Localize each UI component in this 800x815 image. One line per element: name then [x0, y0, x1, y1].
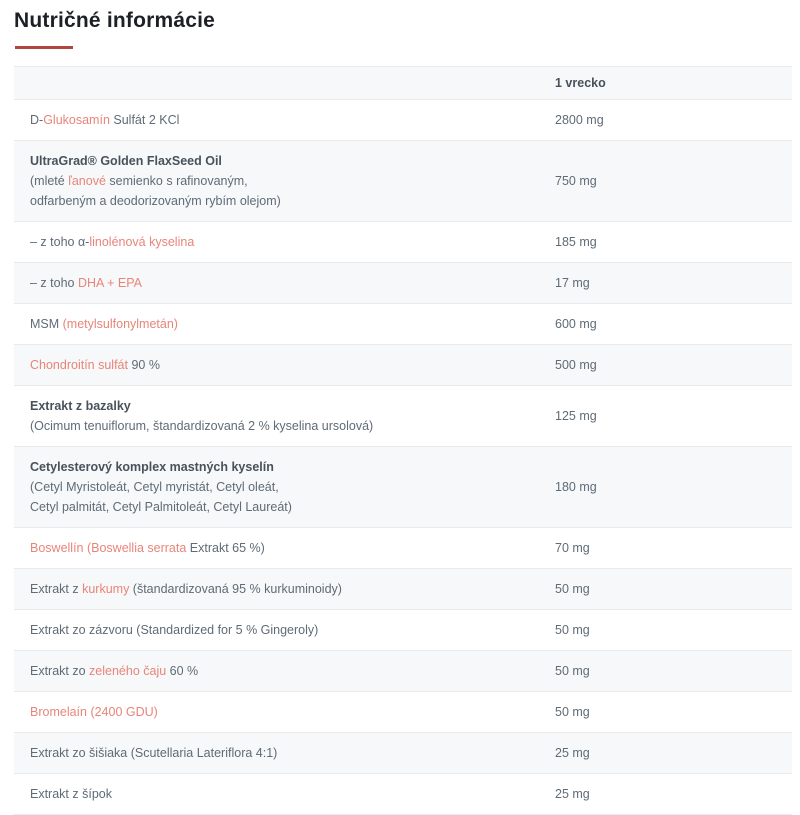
ingredient-cell — [14, 304, 553, 345]
table-row — [14, 386, 792, 447]
ingredient-text: Extrakt zo šišiaka (Scutellaria Lateriflora 4:1) — [30, 746, 278, 760]
ingredient-text: Cetyl palmitát, Cetyl Palmitoleát, Cetyl Laureát) — [30, 500, 292, 514]
ingredient-text: (mleté — [30, 174, 69, 188]
ingredient-cell — [14, 651, 553, 692]
ingredient-name-link[interactable]: ľanové — [68, 174, 106, 188]
table-row — [14, 263, 792, 304]
table-header-row — [14, 67, 792, 100]
ingredient-title: UltraGrad® Golden FlaxSeed Oil — [30, 154, 222, 168]
table-row — [14, 610, 792, 651]
ingredient-cell — [14, 447, 553, 528]
amount-value: 50 mg — [555, 582, 590, 596]
ingredient-text: 90 % — [127, 358, 160, 372]
amount-value: 50 mg — [555, 664, 590, 678]
ingredient-text: (štandardizovaná 95 % kurkuminoidy) — [129, 582, 342, 596]
portion-header: 1 vrecko — [555, 76, 606, 90]
ingredient-text: (Cetyl Myristoleát, Cetyl myristát, Cetyl oleát, — [30, 480, 279, 494]
table-row — [14, 651, 792, 692]
ingredient-cell — [14, 692, 553, 733]
ingredient-name-link[interactable]: Chondroitín sulfát — [30, 358, 128, 372]
table-row — [14, 774, 792, 815]
amount-value: 750 mg — [555, 174, 597, 188]
ingredient-text: MSM — [30, 317, 63, 331]
nutrition-table — [14, 66, 792, 815]
ingredient-cell — [14, 100, 553, 141]
amount-value: 25 mg — [555, 787, 590, 801]
amount-value: 50 mg — [555, 623, 590, 637]
amount-value: 2800 mg — [555, 113, 604, 127]
ingredient-name-link[interactable]: kurkumy — [82, 582, 130, 596]
ingredient-name-link[interactable]: Glukosamín — [43, 113, 110, 127]
ingredient-name-link[interactable]: DHA + EPA — [77, 276, 142, 290]
page-title: Nutričné informácie — [14, 9, 216, 32]
ingredient-text: Sulfát 2 KCl — [109, 113, 180, 127]
table-row — [14, 692, 792, 733]
ingredient-cell — [14, 386, 553, 447]
table-row — [14, 345, 792, 386]
ingredient-text: semienko s rafinovaným, — [105, 174, 248, 188]
ingredient-text: (Ocimum tenuiflorum, štandardizovaná 2 % kyselina ursolová) — [30, 419, 374, 433]
ingredient-text: 60 % — [166, 664, 199, 678]
table-row — [14, 569, 792, 610]
ingredient-name-link[interactable]: zeleného čaju — [89, 664, 167, 678]
ingredient-text: – z toho α- — [30, 235, 90, 249]
table-row — [14, 100, 792, 141]
ingredient-cell — [14, 528, 553, 569]
ingredient-cell — [14, 222, 553, 263]
ingredient-text: Extrakt zo zázvoru (Standardized for 5 % Gingeroly) — [30, 623, 319, 637]
ingredient-name-link[interactable]: Boswellín (Boswellia serrata — [30, 541, 187, 555]
ingredient-name-link[interactable]: linolénová kyselina — [89, 235, 195, 249]
amount-value: 500 mg — [555, 358, 597, 372]
table-row — [14, 447, 792, 528]
ingredient-cell — [14, 141, 553, 222]
amount-value: 25 mg — [555, 746, 590, 760]
ingredient-text: Extrakt zo — [30, 664, 90, 678]
ingredient-text: – z toho — [30, 276, 78, 290]
ingredient-name-link[interactable]: Bromelaín (2400 GDU) — [30, 705, 158, 719]
table-row — [14, 141, 792, 222]
table-row — [14, 222, 792, 263]
ingredient-cell — [14, 569, 553, 610]
title-underline-accent — [15, 46, 73, 49]
amount-value: 125 mg — [555, 409, 597, 423]
ingredient-cell — [14, 263, 553, 304]
ingredient-cell — [14, 733, 553, 774]
ingredient-name-link[interactable]: (metylsulfonylmetán) — [62, 317, 178, 331]
ingredient-title: Extrakt z bazalky — [30, 399, 131, 413]
amount-value: 185 mg — [555, 235, 597, 249]
ingredient-text: Extrakt z šípok — [30, 787, 112, 801]
ingredient-text: Extrakt 65 %) — [186, 541, 265, 555]
ingredient-text: odfarbeným a deodorizovaným rybím olejom) — [30, 194, 281, 208]
ingredient-text: D- — [30, 113, 44, 127]
ingredient-cell — [14, 345, 553, 386]
ingredient-title: Cetylesterový komplex mastných kyselín — [30, 460, 274, 474]
table-row — [14, 528, 792, 569]
ingredient-header-cell — [14, 67, 553, 100]
table-row — [14, 733, 792, 774]
ingredient-cell — [14, 774, 553, 815]
ingredient-text: Extrakt z — [30, 582, 83, 596]
amount-value: 600 mg — [555, 317, 597, 331]
amount-value: 17 mg — [555, 276, 590, 290]
ingredient-cell — [14, 610, 553, 651]
amount-value: 70 mg — [555, 541, 590, 555]
amount-value: 180 mg — [555, 480, 597, 494]
table-row — [14, 304, 792, 345]
amount-value: 50 mg — [555, 705, 590, 719]
